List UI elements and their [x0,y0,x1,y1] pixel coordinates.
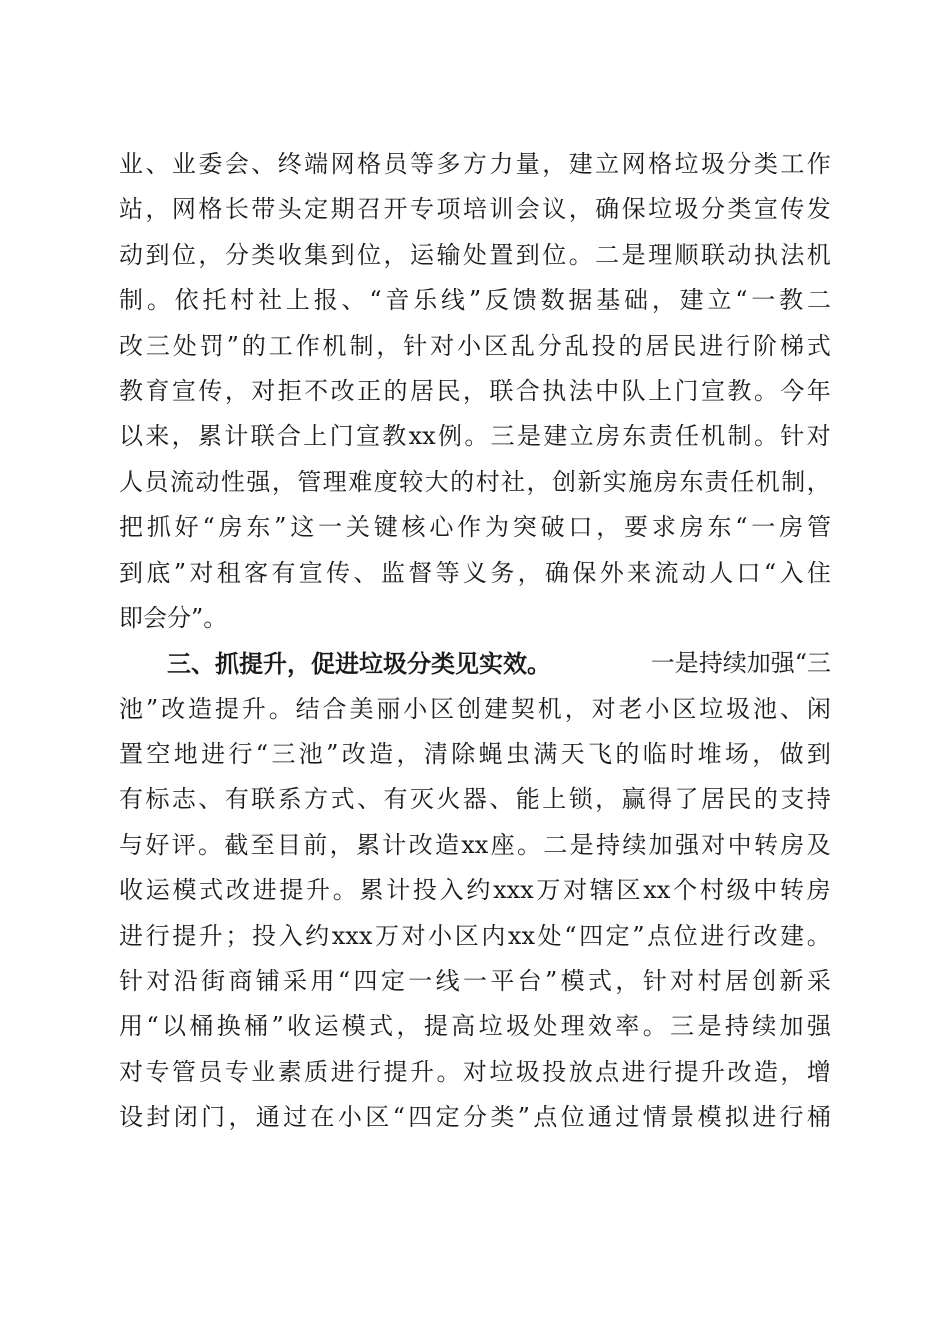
text-line: 针 对 沿 街 商 铺 采 用 “ 四 定 一 线 一 平 台 ” 模 式 ， 针 对 村 居 创 新 采 [119,967,831,996]
section3-first-line-rest: 一是持续加强“三 [650,649,831,678]
body-text [119,142,831,1141]
text-line: 进 行 提 升 ； 投 入 约 xxx 万 对 小 区 内 xx 处 “ 四 定 ” 点 位 进 行 改 建 。 [119,921,831,950]
section3-heading: 三、抓提升，促进垃圾分类见实效。 [167,649,551,679]
section3-first-line [119,641,831,686]
text-line: 池 ” 改 造 提 升 。 结 合 美 丽 小 区 创 建 契 机 ， 对 老 小 区 垃 圾 池 、 闲 [119,694,831,723]
text-line: 站 ， 网 格 长 带 头 定 期 召 开 专 项 培 训 会 议 ， 确 保 垃 圾 分 类 宣 传 发 [119,195,831,224]
text-line: 到 底 ” 对 租 客 有 宣 传 、 监 督 等 义 务 ， 确 保 外 来 流 动 人 口 “ 入 住 [119,558,831,587]
text-line: 业 、 业 委 会 、 终 端 网 格 员 等 多 方 力 量 ， 建 立 网 格 垃 圾 分 类 工 作 [119,150,831,178]
text-line: 置 空 地 进 行 “ 三 池 ” 改 造 ， 清 除 蝇 虫 满 天 飞 的 临 时 堆 场 ， 做 到 [119,740,831,769]
text-line: 对 专 管 员 专 业 素 质 进 行 提 升 。 对 垃 圾 投 放 点 进 行 提 升 改 造 ， 增 [119,1057,831,1086]
text-line: 改 三 处 罚 ” 的 工 作 机 制 ， 针 对 小 区 乱 分 乱 投 的 居 民 进 行 阶 梯 式 [119,331,831,360]
text-line: 设 封 闭 门 ， 通 过 在 小 区 “ 四 定 分 类 ” 点 位 通 过 情 景 模 拟 进 行 桶 [119,1103,831,1132]
paragraph-section3-body [119,687,831,1141]
text-line: 把 抓 好 “ 房 东 ” 这 一 关 键 核 心 作 为 突 破 口 ， 要 求 房 东 “ 一 房 管 [119,513,831,542]
text-line: 制 。 依 托 村 社 上 报 、 “ 音 乐 线 ” 反 馈 数 据 基 础 ， 建 立 “ 一 教 二 [119,286,831,315]
text-line: 收 运 模 式 改 进 提 升 。 累 计 投 入 约 xxx 万 对 辖 区 xx 个 村 级 中 转 房 [119,876,831,905]
text-line: 动 到 位 ， 分 类 收 集 到 位 ， 运 输 处 置 到 位 。 二 是 理 顺 联 动 执 法 机 [119,240,831,269]
text-line: 用 “ 以 桶 换 桶 ” 收 运 模 式 ， 提 高 垃 圾 处 理 效 率 。 三 是 持 续 加 强 [119,1012,831,1041]
text-line: 以 来 ， 累 计 联 合 上 门 宣 教 xx 例 。 三 是 建 立 房 东 责 任 机 制 。 针 对 [119,422,831,451]
text-line: 教 育 宣 传 ， 对 拒 不 改 正 的 居 民 ， 联 合 执 法 中 队 上 门 宣 教 。 今 年 [119,376,831,405]
text-line: 有 标 志 、 有 联 系 方 式 、 有 灭 火 器 、 能 上 锁 ， 赢 得 了 居 民 的 支 持 [119,785,831,814]
text-line: 人 员 流 动 性 强 ， 管 理 难 度 较 大 的 村 社 ， 创 新 实 施 房 东 责 任 机 制 ， [119,467,831,496]
text-line: 与 好 评 。 截 至 目 前 ， 累 计 改 造 xx 座 。 二 是 持 续 加 强 对 中 转 房 及 [119,830,831,859]
paragraph-household-responsibility [119,142,831,641]
text-line: 即会分”。 [119,603,228,632]
